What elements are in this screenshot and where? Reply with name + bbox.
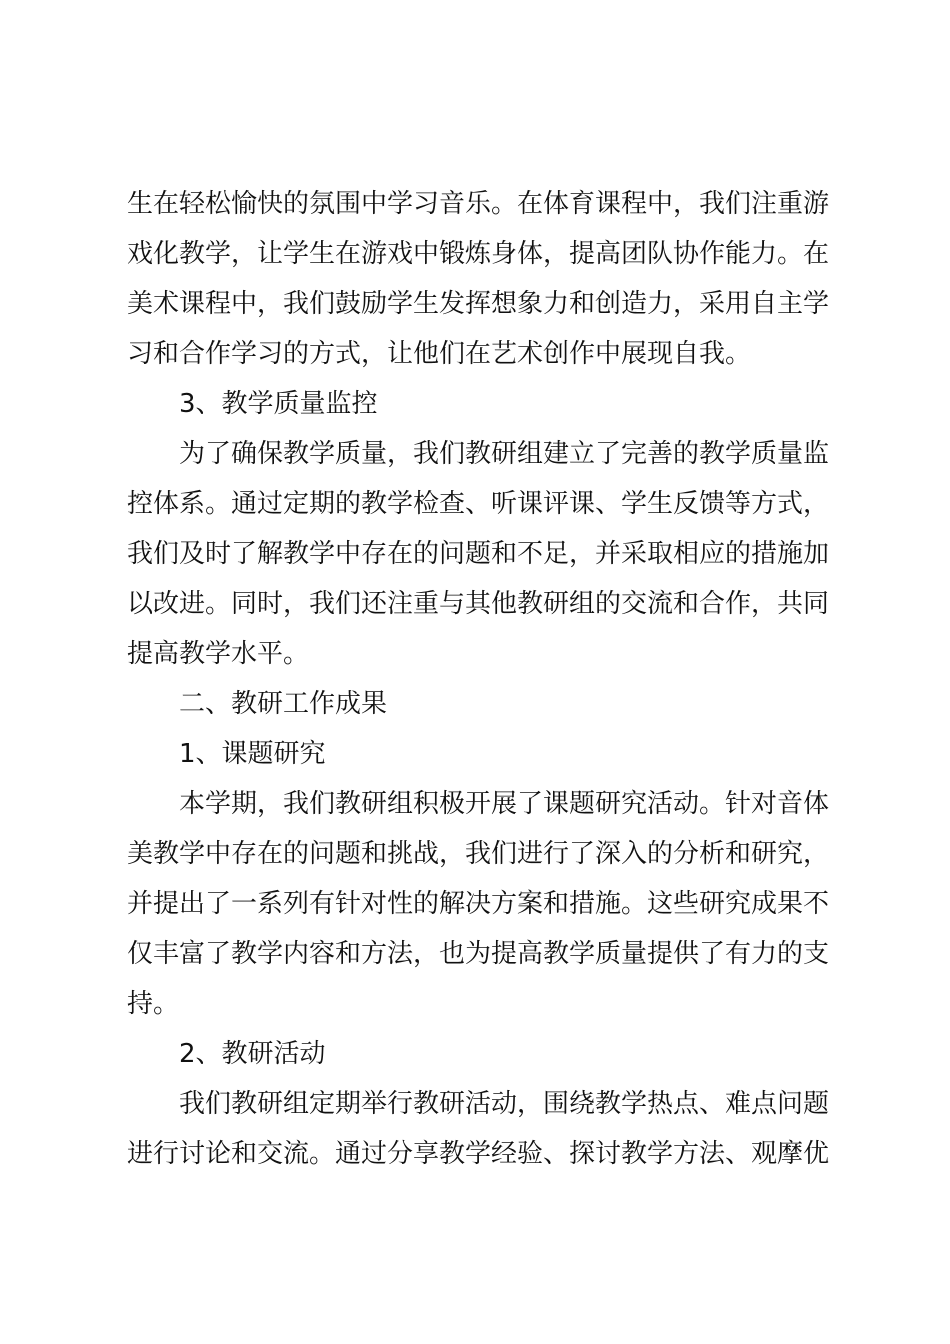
section-heading: 二、教研工作成果 [179, 689, 388, 719]
paragraph-line: 美术课程中，我们鼓励学生发挥想象力和创造力，采用自主学 [127, 289, 830, 319]
paragraph-line: 并提出了一系列有针对性的解决方案和措施。这些研究成果不 [127, 889, 830, 919]
paragraph-line: 生在轻松愉快的氛围中学习音乐。在体育课程中，我们注重游 [127, 189, 830, 219]
paragraph-line: 以改进。同时，我们还注重与其他教研组的交流和合作，共同 [127, 589, 830, 619]
paragraph-line: 我们教研组定期举行教研活动，围绕教学热点、难点问题 [179, 1089, 830, 1119]
paragraph-line: 美教学中存在的问题和挑战，我们进行了深入的分析和研究， [127, 839, 830, 869]
paragraph-line: 本学期，我们教研组积极开展了课题研究活动。针对音体 [179, 789, 830, 819]
paragraph-line: 控体系。通过定期的教学检查、听课评课、学生反馈等方式， [127, 489, 830, 519]
section-heading: 3、教学质量监控 [179, 389, 378, 419]
paragraph-line: 我们及时了解教学中存在的问题和不足，并采取相应的措施加 [127, 539, 830, 569]
paragraph-line: 进行讨论和交流。通过分享教学经验、探讨教学方法、观摩优 [127, 1139, 830, 1169]
paragraph-line: 为了确保教学质量，我们教研组建立了完善的教学质量监 [179, 439, 830, 469]
paragraph-line: 习和合作学习的方式，让他们在艺术创作中展现自我。 [127, 339, 752, 369]
paragraph-line: 仅丰富了教学内容和方法，也为提高教学质量提供了有力的支 [127, 939, 830, 969]
paragraph-line: 持。 [127, 989, 180, 1019]
paragraph-line: 戏化教学，让学生在游戏中锻炼身体，提高团队协作能力。在 [127, 239, 830, 269]
section-heading: 1、课题研究 [179, 739, 326, 769]
section-heading: 2、教研活动 [179, 1039, 326, 1069]
document-body [127, 179, 831, 1179]
paragraph-line: 提高教学水平。 [127, 639, 310, 669]
